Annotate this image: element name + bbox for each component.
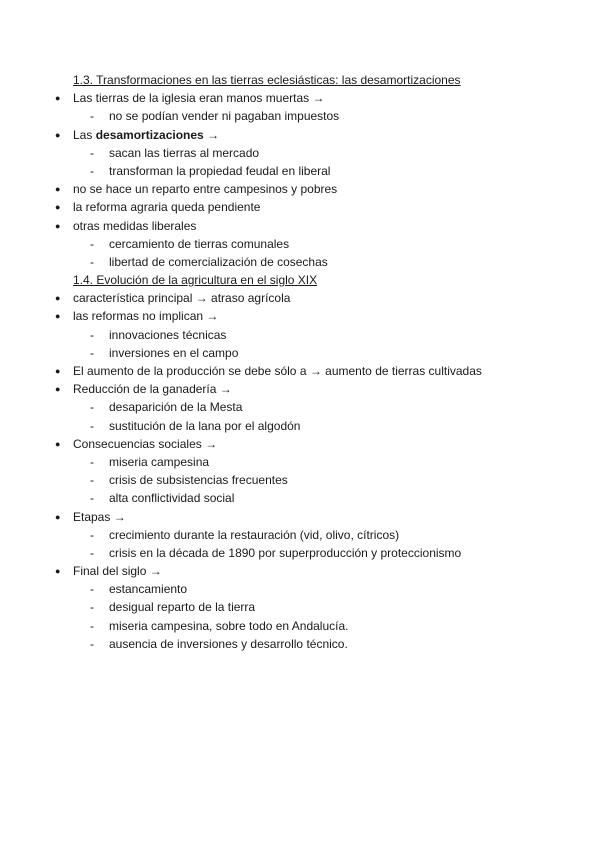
sub-list-item-text: inversiones en el campo — [109, 345, 239, 360]
dash-marker: - — [90, 400, 94, 415]
section-heading-1-4: 1.4. Evolución de la agricultura en el siglo XIX — [73, 273, 318, 288]
sub-list-item — [0, 526, 600, 544]
dash-marker: - — [90, 636, 94, 651]
list-item-text: Consecuencias sociales → — [73, 436, 218, 451]
list-item — [0, 198, 600, 216]
section-heading-1-3: 1.3. Transformaciones en las tierras eclesiásticas: las desamortizaciones — [73, 73, 461, 87]
bullet-marker: ● — [55, 311, 61, 322]
sub-list-item-text: sacan las tierras al mercado — [109, 145, 260, 160]
dash-marker: - — [90, 145, 94, 160]
dash-marker: - — [90, 582, 94, 597]
list-item — [0, 217, 600, 235]
sub-list-item — [0, 253, 600, 271]
sub-list-item — [0, 398, 600, 416]
list-item — [0, 562, 600, 580]
dash-marker: - — [90, 345, 94, 360]
document-page — [0, 71, 600, 653]
sub-list-item-text: desigual reparto de la tierra — [109, 600, 256, 615]
dash-marker: - — [90, 454, 94, 469]
dash-marker: - — [90, 327, 94, 342]
dash-marker: - — [90, 600, 94, 615]
bullet-marker: ● — [55, 184, 61, 195]
sub-list-item-text: alta conflictividad social — [109, 491, 235, 506]
dash-marker: - — [90, 473, 94, 488]
list-item — [0, 289, 600, 307]
bullet-marker: ● — [55, 129, 61, 140]
sub-list-item-text: crisis de subsistencias frecuentes — [109, 473, 288, 488]
list-item-text: las reformas no implican → — [73, 309, 219, 324]
sub-list-item — [0, 598, 600, 616]
sub-list-item — [0, 617, 600, 635]
bullet-marker: ● — [55, 566, 61, 577]
dash-marker: - — [90, 236, 94, 251]
bullet-marker: ● — [55, 293, 61, 304]
dash-marker: - — [90, 618, 94, 633]
list-item — [0, 380, 600, 398]
bullet-marker: ● — [55, 384, 61, 395]
sub-list-item — [0, 344, 600, 362]
dash-marker: - — [90, 527, 94, 542]
text-prefix: Las — [73, 127, 96, 142]
sub-list-item-text: no se podían vender ni pagaban impuestos — [109, 109, 340, 124]
list-item-text: Reducción de la ganadería → — [73, 382, 232, 397]
dash-marker: - — [90, 418, 94, 433]
sub-list-item — [0, 544, 600, 562]
sub-list-item-text: desaparición de la Mesta — [109, 400, 243, 415]
text-suffix: → — [203, 127, 220, 142]
list-item — [0, 435, 600, 453]
sub-list-item-text: estancamiento — [109, 582, 188, 597]
sub-list-item — [0, 107, 600, 125]
bullet-marker: ● — [55, 366, 61, 376]
sub-list-item — [0, 144, 600, 162]
bullet-marker: ● — [55, 93, 61, 104]
list-item-text: no se hace un reparto entre campesinos y pobres — [73, 182, 338, 197]
list-item-text: Final del siglo → — [73, 564, 162, 579]
sub-list-item-text: ausencia de inversiones y desarrollo técnico. — [109, 636, 348, 651]
sub-list-item — [0, 235, 600, 253]
sub-list-item — [0, 453, 600, 471]
list-item — [0, 362, 600, 380]
list-item-text: Las tierras de la iglesia eran manos muertas → — [73, 91, 325, 106]
list-item-text: otras medidas liberales — [73, 218, 197, 233]
list-item — [0, 180, 600, 198]
list-item-text: característica principal → atraso agrícola — [73, 291, 291, 306]
sub-list-item — [0, 489, 600, 507]
dash-marker: - — [90, 163, 94, 178]
sub-list-item-text: miseria campesina — [109, 454, 210, 469]
bullet-marker: ● — [55, 220, 61, 231]
sub-list-item — [0, 471, 600, 489]
sub-list-item-text: sustitución de la lana por el algodón — [109, 418, 301, 433]
sub-list-item-text: crisis en la década de 1890 por superproducción y proteccionismo — [109, 545, 462, 560]
list-item — [0, 89, 600, 107]
dash-marker: - — [90, 109, 94, 124]
bold-term: desamortizaciones — [95, 127, 204, 142]
list-item-text: la reforma agraria queda pendiente — [73, 200, 261, 215]
sub-list-item-text: libertad de comercialización de cosechas — [109, 254, 328, 269]
list-item-text: Etapas → — [73, 509, 126, 524]
bullet-marker: ● — [55, 202, 61, 213]
dash-marker: - — [90, 491, 94, 506]
sub-list-item — [0, 326, 600, 344]
dash-marker: - — [90, 254, 94, 269]
list-item-text: El aumento de la producción se debe sólo a → aumento de tierras cultivadas — [73, 364, 482, 378]
sub-list-item — [0, 417, 600, 435]
list-item — [0, 126, 600, 144]
list-item — [0, 508, 600, 526]
sub-list-item-text: miseria campesina, sobre todo en Andalucía. — [109, 618, 349, 633]
dash-marker: - — [90, 545, 94, 560]
sub-list-item-text: crecimiento durante la restauración (vid, olivo, cítricos) — [109, 527, 400, 542]
sub-list-item-text: innovaciones técnicas — [109, 327, 227, 342]
list-item-text — [73, 126, 219, 144]
bullet-marker: ● — [55, 438, 61, 449]
list-item — [0, 307, 600, 325]
sub-list-item — [0, 635, 600, 653]
sub-list-item — [0, 162, 600, 180]
sub-list-item-text: transforman la propiedad feudal en liberal — [109, 163, 331, 178]
sub-list-item — [0, 580, 600, 598]
bullet-marker: ● — [55, 511, 61, 522]
sub-list-item-text: cercamiento de tierras comunales — [109, 236, 290, 251]
